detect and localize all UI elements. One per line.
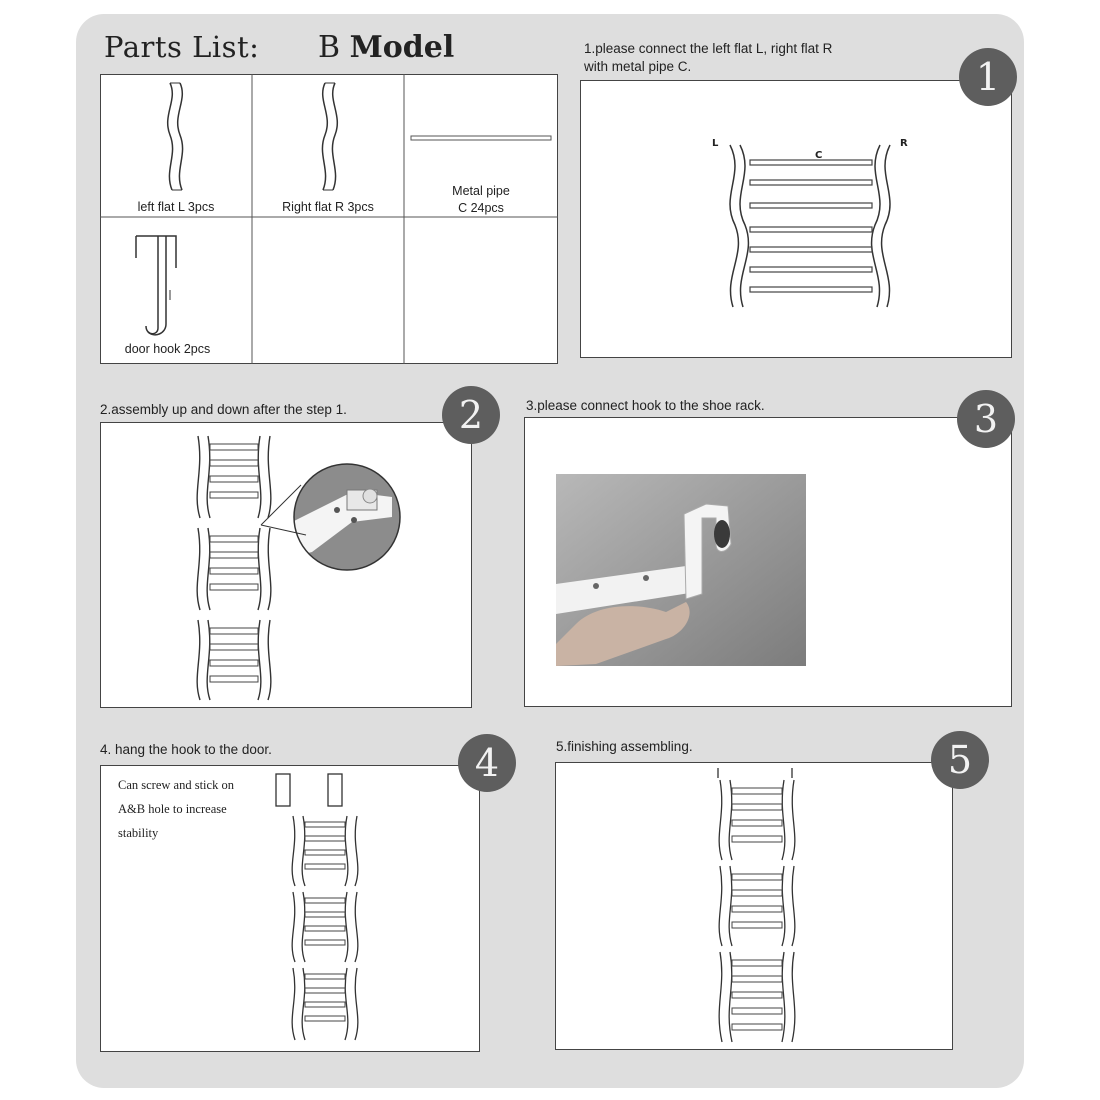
step4-badge: 4: [458, 734, 516, 792]
left-flat-icon: [160, 80, 200, 195]
step2-zoom-pointer-lines: [256, 480, 316, 540]
step3-hook-photo: [556, 474, 806, 666]
part-left-flat-label: left flat L 3pcs: [137, 200, 215, 214]
step4-note-line1: Can screw and stick on: [118, 778, 234, 792]
step4-note-line2: A&B hole to increase: [118, 802, 227, 816]
part-right-flat-label: Right flat R 3pcs: [282, 200, 374, 214]
model-title: [318, 30, 454, 65]
metal-pipe-icon: [410, 134, 552, 144]
parts-list-title: Parts List:: [104, 30, 260, 64]
step4-hanging-rack-diagram: [285, 812, 365, 1047]
step4-note-line3: stability: [118, 826, 159, 840]
step3-badge: 3: [957, 390, 1015, 448]
step2-badge: 2: [442, 386, 500, 444]
step2-stacked-rack-diagram: [190, 432, 280, 704]
right-flat-icon: [315, 80, 355, 195]
model-letter: B: [318, 30, 341, 65]
step1-label-l: L: [712, 138, 719, 149]
step4-instruction: 4. hang the hook to the door.: [100, 742, 272, 757]
step4-note: [118, 773, 234, 845]
step2-panel: [100, 422, 472, 708]
step4-door-hooks: [272, 770, 352, 815]
door-hook-icon: [128, 228, 188, 338]
step5-badge: 5: [931, 731, 989, 789]
step1-rack-diagram: [715, 135, 915, 315]
model-word: Model: [349, 30, 455, 65]
part-metal-pipe-label: [404, 183, 558, 217]
part-door-hook-label: door hook 2pcs: [124, 342, 211, 356]
step1-line2: with metal pipe C.: [584, 59, 692, 74]
step5-instruction: 5.finishing assembling.: [556, 739, 693, 754]
step1-label-r: R: [900, 138, 908, 149]
step1-badge: 1: [959, 48, 1017, 106]
metal-pipe-line2: C 24pcs: [458, 201, 504, 215]
step3-instruction: 3.please connect hook to the shoe rack.: [526, 398, 765, 413]
metal-pipe-line1: Metal pipe: [452, 184, 510, 198]
step5-finished-rack-diagram: [712, 766, 804, 1048]
step1-label-c: C: [815, 150, 823, 161]
step2-instruction: 2.assembly up and down after the step 1.: [100, 402, 347, 417]
step1-line1: 1.please connect the left flat L, right flat R: [584, 41, 833, 56]
step1-instruction: [584, 40, 832, 76]
